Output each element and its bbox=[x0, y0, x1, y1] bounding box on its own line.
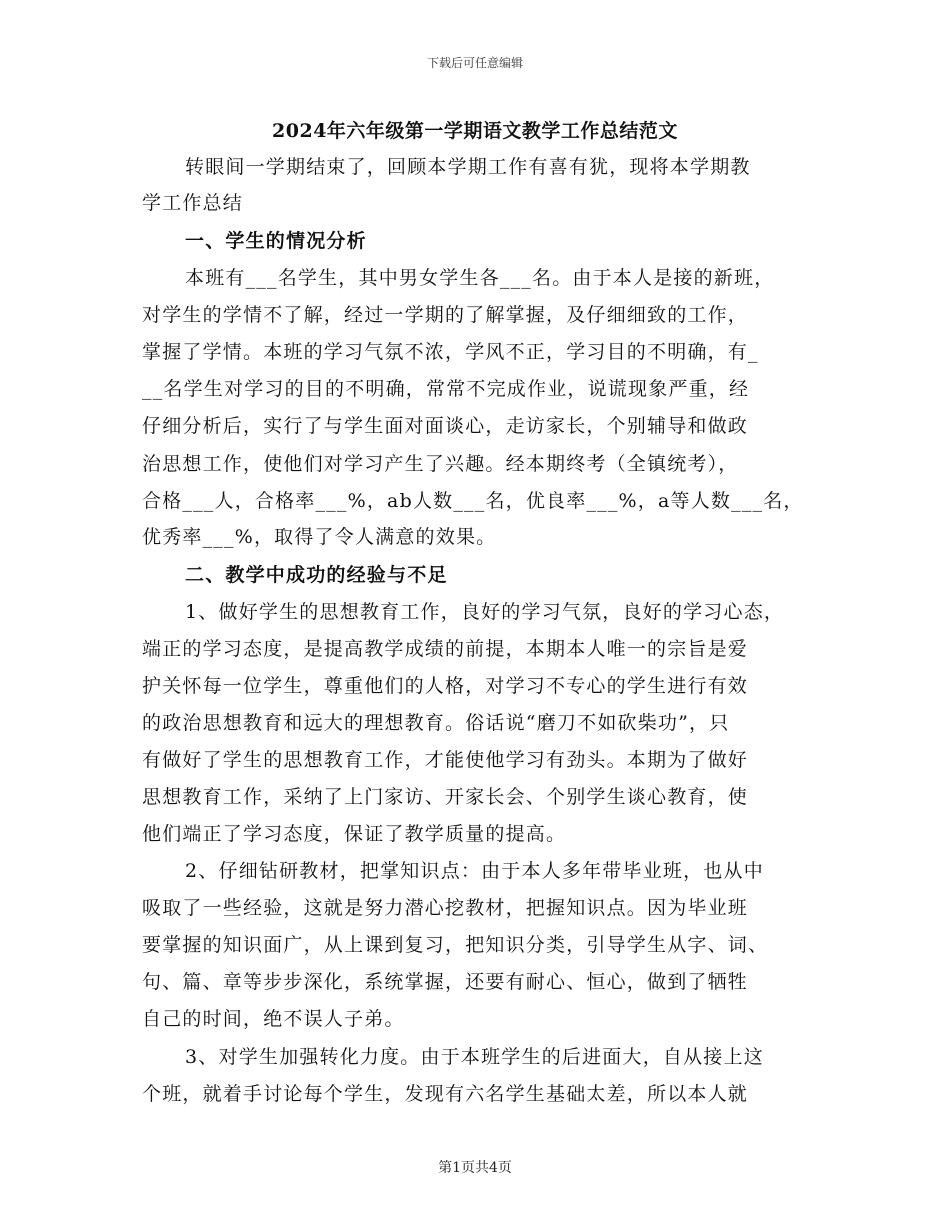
body-line: 护关怀每一位学生，尊重他们的人格，对学习不专心的学生进行有效 bbox=[142, 675, 749, 697]
body-line: 仔细分析后，实行了与学生面对面谈心，走访家长，个别辅导和做政 bbox=[142, 415, 749, 437]
body-line: 2、仔细钻研教材，把掌知识点：由于本人多年带毕业班，也从中 bbox=[185, 860, 764, 882]
body-line: 本班有___名学生，其中男女学生各___名。由于本人是接的新班， bbox=[185, 267, 775, 289]
body-line: 思想教育工作，采纳了上门家访、开家长会、个别学生谈心教育，使 bbox=[142, 786, 749, 808]
section-heading: 二、教学中成功的经验与不足 bbox=[185, 564, 448, 586]
body-line: 要掌握的知识面广，从上课到复习，把知识分类，引导学生从字、词、 bbox=[142, 934, 769, 956]
body-line: 1、做好学生的思想教育工作，良好的学习气氛，良好的学习心态， bbox=[185, 601, 785, 623]
body-line: 合格___人，合格率___%，ab人数___名，优良率___%，a等人数___名， bbox=[142, 490, 804, 512]
body-line: 转眼间一学期结束了，回顾本学期工作有喜有犹，现将本学期教 bbox=[185, 156, 751, 178]
body-line: 个班，就着手讨论每个学生，发现有六名学生基础太差，所以本人就 bbox=[142, 1083, 749, 1105]
header-note: 下载后可任意编辑 bbox=[426, 56, 523, 70]
body-line: 自己的时间，绝不误人子弟。 bbox=[142, 1008, 405, 1030]
body-line: 学工作总结 bbox=[142, 192, 244, 214]
body-line: 的政治思想教育和远大的理想教育。俗话说“磨刀不如砍柴功”，只 bbox=[142, 712, 730, 734]
body-line: 端正的学习态度，是提高教学成绩的前提，本期本人唯一的宗旨是爱 bbox=[142, 638, 749, 660]
body-line: 优秀率___%，取得了令人满意的效果。 bbox=[142, 526, 497, 548]
body-line: 吸取了一些经验，这就是努力潜心挖教材，把握知识点。因为毕业班 bbox=[142, 897, 749, 919]
section-heading: 一、学生的情况分析 bbox=[185, 230, 367, 252]
body-line: 他们端正了学习态度，保证了教学质量的提高。 bbox=[142, 823, 567, 845]
body-line: 掌握了学情。本班的学习气氛不浓，学风不正，学习目的不明确，有_ bbox=[142, 341, 759, 363]
body-line: 有做好了学生的思想教育工作，才能使他学习有劲头。本期为了做好 bbox=[142, 749, 749, 771]
document-title: 2024年六年级第一学期语文教学工作总结范文 bbox=[272, 120, 678, 142]
body-line: 3、对学生加强转化力度。由于本班学生的后进面大，自从接上这 bbox=[185, 1046, 764, 1068]
body-line: __名学生对学习的目的不明确，常常不完成作业，说谎现象严重，经 bbox=[142, 378, 750, 400]
page-footer: 第1页共4页 bbox=[438, 1160, 512, 1176]
body-line: 对学生的学情不了解，经过一学期的了解掌握，及仔细细致的工作， bbox=[142, 304, 749, 326]
body-line: 治思想工作，使他们对学习产生了兴趣。经本期终考（全镇统考）， bbox=[142, 453, 739, 475]
body-line: 句、篇、章等步步深化，系统掌握，还要有耐心、恒心，做到了牺牲 bbox=[142, 971, 749, 993]
